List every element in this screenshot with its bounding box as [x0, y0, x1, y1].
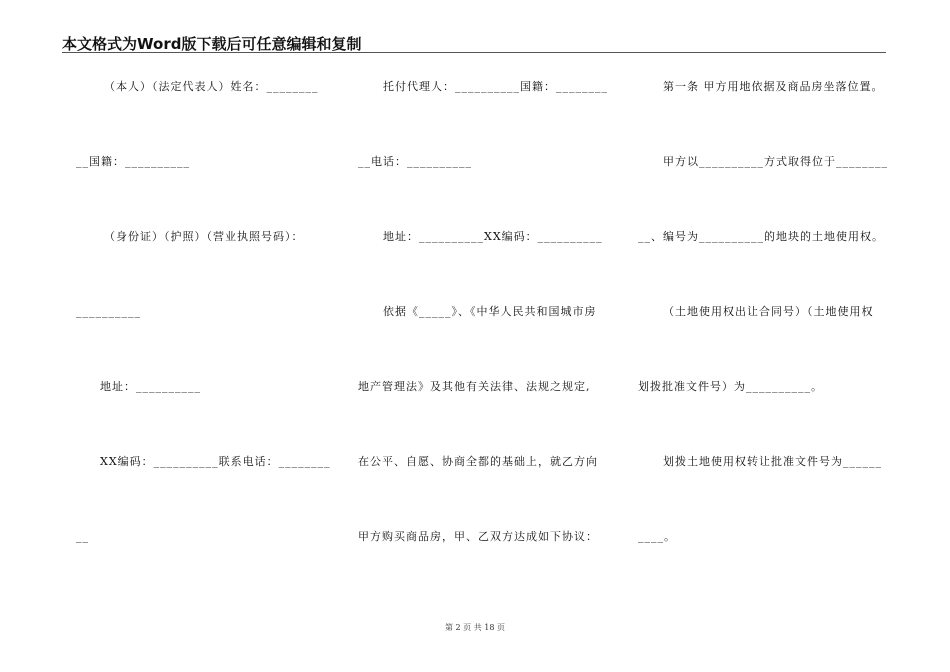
text-line: __、编号为__________的地块的土地使用权。	[638, 230, 884, 243]
text-line: __电话：__________	[358, 155, 472, 168]
text-line: 甲方以__________方式取得位于________	[663, 155, 888, 168]
text-line: 第一条 甲方用地依据及商品房坐落位置。	[663, 80, 884, 93]
text-line: 划拨批准文件号）为__________。	[638, 380, 823, 393]
header-title: 本文格式为Word版下载后可任意编辑和复制	[62, 35, 362, 53]
page-header	[62, 30, 886, 53]
text-line: __________	[76, 305, 141, 318]
text-line: __国籍：__________	[76, 155, 190, 168]
text-line: 在公平、自愿、协商全都的基础上，就乙方向	[358, 455, 598, 468]
text-line: 划拨土地使用权转让批准文件号为______	[663, 455, 882, 468]
text-line: 地址：__________	[100, 380, 201, 393]
text-line: （本人）（法定代表人）姓名：________	[104, 80, 319, 93]
text-line: 托付代理人：__________国籍：________	[383, 80, 608, 93]
text-line: （身份证）（护照）（营业执照号码）：	[104, 230, 304, 243]
text-line: 地址：__________XX编码：__________	[383, 230, 603, 243]
page-number: 第 2 页 共 18 页	[445, 623, 505, 632]
text-line: （土地使用权出让合同号）（土地使用权	[663, 305, 874, 318]
text-line: 甲方购买商品房，甲、乙双方达成如下协议：	[358, 530, 598, 543]
text-line: 依据《_____》、《中华人民共和国城市房	[383, 305, 597, 318]
text-line: XX编码：__________联系电话：________	[100, 455, 331, 468]
text-line: 地产管理法》及其他有关法律、法规之规定,	[358, 380, 591, 393]
text-line: __	[76, 530, 89, 543]
text-line: ____。	[638, 530, 676, 543]
